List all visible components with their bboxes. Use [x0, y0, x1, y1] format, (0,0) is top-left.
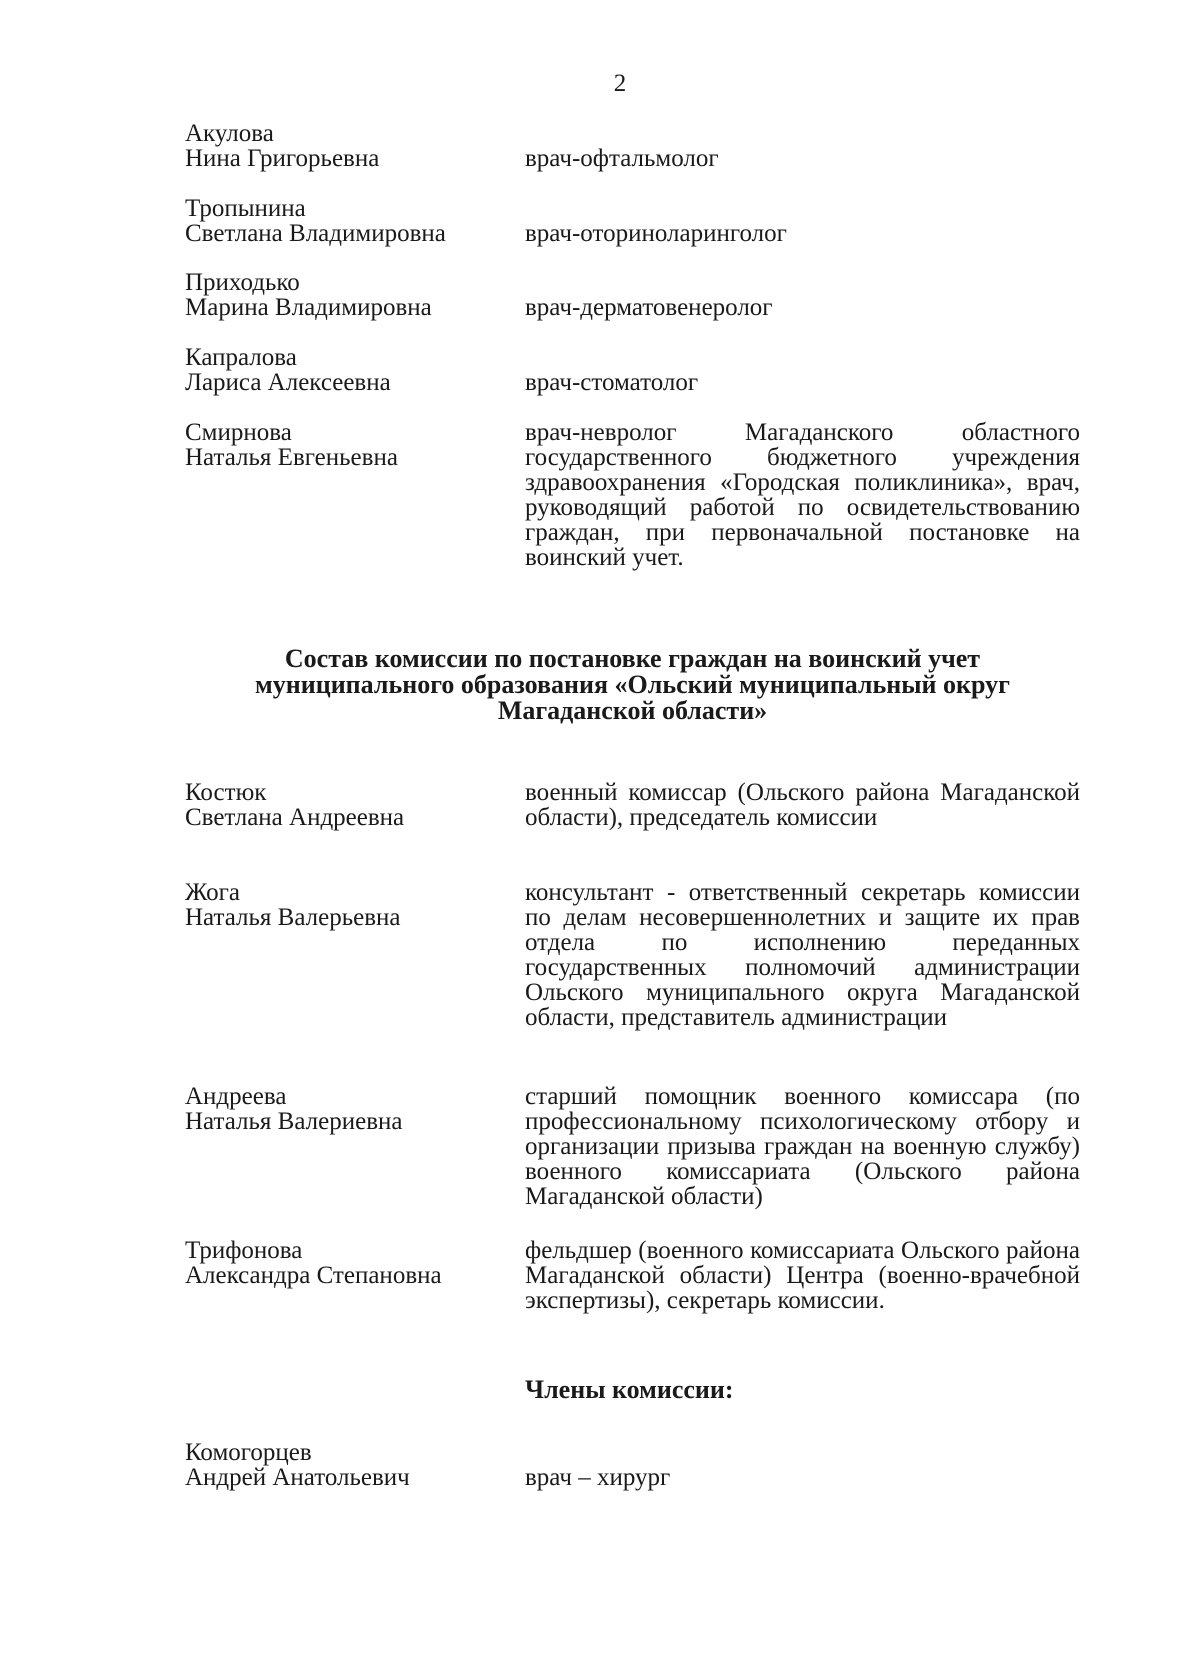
member-surname: Жога	[185, 879, 240, 906]
member-surname: Трифонова	[185, 1237, 303, 1264]
member-surname: Приходько	[185, 269, 300, 296]
member-given-names: Светлана Андреевна	[185, 804, 405, 831]
member-given-names: Наталья Евгеньевна	[185, 444, 398, 471]
member-given-names: Нина Григорьевна	[185, 145, 380, 172]
member-role: врач-невролог Магаданского областного государственного бюджетного учреждения здравоохранения «Городская поликлиника», врач, руководящий работой по освидетельствованию граждан, при первоначальной постановке на воинский учет.	[525, 419, 1080, 571]
member-surname: Капралова	[185, 344, 297, 371]
member-given-names: Лариса Алексеевна	[185, 369, 391, 396]
member-name	[185, 1084, 505, 1134]
member-given-names: Марина Владимировна	[185, 294, 432, 321]
member-surname: Костюк	[185, 779, 267, 806]
member-surname: Акулова	[185, 120, 274, 147]
member-role: военный комиссар (Ольского района Магаданской области), председатель комиссии	[525, 779, 1080, 831]
commission-composition-heading	[185, 646, 1080, 724]
member-given-names: Наталья Валериевна	[185, 1108, 403, 1135]
member-surname: Андреева	[185, 1083, 287, 1110]
member-surname: Тропынина	[185, 195, 306, 222]
member-given-names: Светлана Владимировна	[185, 220, 446, 247]
member-name	[185, 780, 505, 830]
heading-line: Магаданской области»	[497, 696, 768, 725]
member-name	[185, 1238, 505, 1288]
member-name	[185, 270, 505, 320]
member-name	[185, 121, 505, 171]
member-role: врач – хирург	[525, 1464, 671, 1491]
member-surname: Смирнова	[185, 419, 292, 446]
member-role: врач-офтальмолог	[525, 145, 719, 172]
member-name	[185, 880, 505, 930]
heading-line: Состав комиссии по постановке граждан на воинский учет	[284, 644, 981, 673]
member-role: старший помощник военного комиссара (по профессиональному психологическому отбору и организации призыва граждан на военную службу) военного комиссариата (Ольского района Магаданской области)	[525, 1083, 1080, 1210]
page-number: 2	[613, 70, 627, 97]
members-heading: Члены комиссии:	[525, 1375, 734, 1404]
member-given-names: Андрей Анатольевич	[185, 1464, 410, 1491]
member-name	[185, 1440, 505, 1490]
member-role: врач-оториноларинголог	[525, 220, 787, 247]
member-name	[185, 345, 505, 395]
heading-line: муниципального образования «Ольский муниципальный округ	[255, 670, 1010, 699]
member-given-names: Александра Степановна	[185, 1262, 442, 1289]
member-role: врач-дерматовенеролог	[525, 294, 773, 321]
member-role: консультант - ответственный секретарь комиссии по делам несовершеннолетних и защите их прав отдела по исполнению переданных государственных полномочий администрации Ольского муниципального округа Магаданской области, представитель администрации	[525, 879, 1080, 1031]
member-name	[185, 420, 505, 470]
member-surname: Комогорцев	[185, 1439, 312, 1466]
member-role: врач-стоматолог	[525, 369, 699, 396]
member-name	[185, 196, 505, 246]
member-role: фельдшер (военного комиссариата Ольского района Магаданской области) Центра (военно-врачебной экспертизы), секретарь комиссии.	[525, 1237, 1080, 1314]
member-given-names: Наталья Валерьевна	[185, 904, 401, 931]
